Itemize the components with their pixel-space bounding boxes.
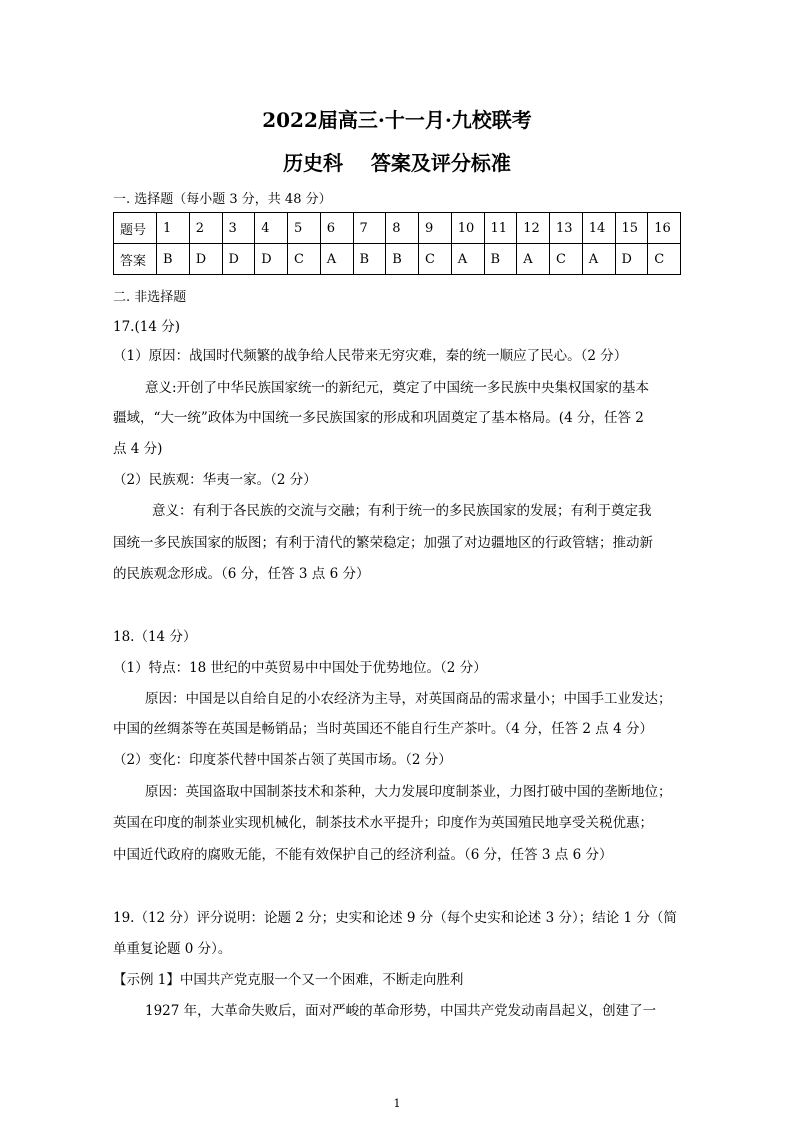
- table-cell-number: 6: [320, 213, 353, 244]
- paragraph-line: 原因：英国盗取中国制茶技术和茶种，大力发展印度制茶业，力图打破中国的垄断地位；: [145, 784, 672, 800]
- q17-header: 17.(14 分): [113, 319, 180, 335]
- paragraph-line: 原因：中国是以自给自足的小农经济为主导，对英国商品的需求量小；中国手工业发达；: [145, 691, 672, 707]
- paragraph-line: （2）变化：印度茶代替中国茶占领了英国市场。（2 分）: [113, 752, 452, 768]
- table-cell-answer: B: [484, 244, 517, 275]
- table-cell-answer: B: [353, 244, 386, 275]
- table-cell-number: 12: [517, 213, 550, 244]
- table-cell-number: 2: [189, 213, 222, 244]
- table-cell-number: 9: [419, 213, 452, 244]
- paragraph-line: 中国的丝绸茶等在英国是畅销品；当时英国还不能自行生产茶叶。（4 分，任答 2 点 4 分）: [113, 721, 653, 737]
- paragraph-line: 的民族观念形成。（6 分，任答 3 点 6 分）: [113, 566, 370, 582]
- paragraph-line: 意义:开创了中华民族国家统一的新纪元，奠定了中国统一多民族中央集权国家的基本: [145, 380, 650, 396]
- table-cell-number: 7: [353, 213, 386, 244]
- paragraph-line: 中国近代政府的腐败无能，不能有效保护自己的经济利益。（6 分，任答 3 点 6 分）: [113, 847, 613, 863]
- table-cell-number: 4: [255, 213, 288, 244]
- table-cell-answer: D: [615, 244, 648, 275]
- section-title-choice: 一. 选择题（每小题 3 分，共 48 分）: [113, 192, 332, 207]
- answer-table: [113, 212, 681, 275]
- table-cell-answer: A: [451, 244, 484, 275]
- table-cell-number: 11: [484, 213, 517, 244]
- table-row-label: 答案: [114, 244, 157, 275]
- paragraph-line: 意义：有利于各民族的交流与交融；有利于统一的多民族国家的发展；有利于奠定我: [152, 503, 652, 519]
- paragraph-line: （2）民族观：华夷一家。（2 分）: [113, 472, 317, 488]
- paragraph-line: 19.（12 分）评分说明：论题 2 分；史实和论述 9 分（每个史实和论述 3 分）；结论 1 分（简: [113, 910, 677, 926]
- table-cell-answer: D: [255, 244, 288, 275]
- table-cell-number: 16: [648, 213, 681, 244]
- paragraph-line: 单重复论题 0 分）。: [113, 941, 232, 957]
- table-row: [114, 244, 681, 275]
- paragraph-line: 英国在印度的制茶业实现机械化，制茶技术水平提升；印度作为英国殖民地享受关税优惠；: [113, 815, 653, 831]
- table-cell-answer: C: [648, 244, 681, 275]
- table-cell-answer: D: [222, 244, 255, 275]
- page-number: 1: [393, 1097, 401, 1110]
- page-subtitle: 历史科 答案及评分标准: [283, 151, 511, 175]
- table-cell-number: 14: [582, 213, 615, 244]
- table-cell-number: 1: [157, 213, 190, 244]
- table-cell-answer: B: [157, 244, 190, 275]
- table-cell-number: 5: [288, 213, 321, 244]
- page-title: 2022届高三·十一月·九校联考: [262, 108, 532, 132]
- table-cell-answer: C: [419, 244, 452, 275]
- table-cell-answer: A: [517, 244, 550, 275]
- paragraph-line: 疆域，“大一统”政体为中国统一多民族国家的形成和巩固奠定了基本格局。(4 分，任答 2: [113, 410, 644, 426]
- table-cell-number: 13: [550, 213, 583, 244]
- paragraph-line: 1927 年，大革命失败后，面对严峻的革命形势，中国共产党发动南昌起义，创建了一: [145, 1003, 657, 1019]
- paragraph-line: 国统一多民族国家的版图；有利于清代的繁荣稳定；加强了对边疆地区的行政管辖；推动新: [113, 535, 653, 551]
- paragraph-line: 【示例 1】中国共产党克服一个又一个困难，不断走向胜利: [113, 972, 464, 988]
- table-cell-answer: A: [582, 244, 615, 275]
- table-row-label: 题号: [114, 213, 157, 244]
- paragraph-line: 点 4 分): [113, 441, 163, 457]
- table-cell-answer: C: [550, 244, 583, 275]
- table-cell-number: 10: [451, 213, 484, 244]
- table-cell-number: 3: [222, 213, 255, 244]
- q18-header: 18.（14 分）: [113, 629, 197, 645]
- table-cell-number: 8: [386, 213, 419, 244]
- paragraph-line: （1）特点：18 世纪的中英贸易中中国处于优势地位。（2 分）: [113, 660, 487, 676]
- table-cell-answer: C: [288, 244, 321, 275]
- table-cell-number: 15: [615, 213, 648, 244]
- paragraph-line: （1）原因：战国时代频繁的战争给人民带来无穷灾难，秦的统一顺应了民心。（2 分）: [113, 348, 628, 364]
- table-cell-answer: A: [320, 244, 353, 275]
- table-cell-answer: B: [386, 244, 419, 275]
- table-row: [114, 213, 681, 244]
- table-cell-answer: D: [189, 244, 222, 275]
- section-title-nonchoice: 二. 非选择题: [113, 290, 187, 305]
